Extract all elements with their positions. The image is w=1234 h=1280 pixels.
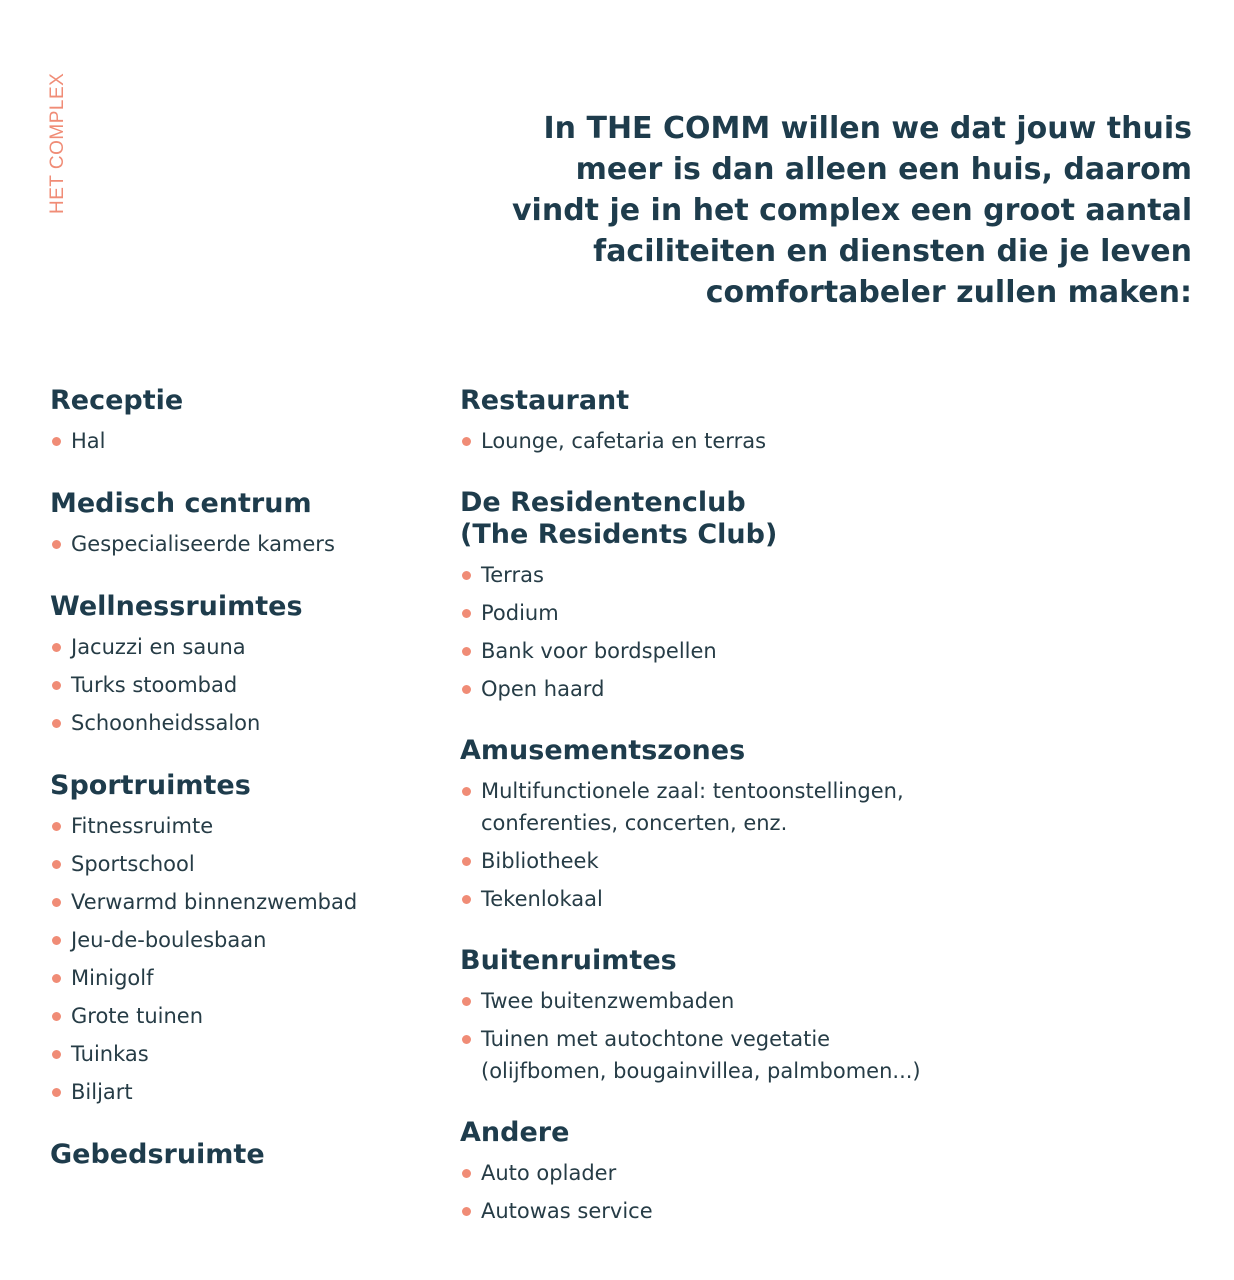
section-heading-line: Amusementszones bbox=[460, 735, 746, 766]
intro-line: meer is dan alleen een huis, daarom bbox=[575, 152, 1192, 187]
facilities-left-column bbox=[50, 385, 430, 1202]
bullet-icon bbox=[52, 822, 61, 831]
list-item bbox=[460, 883, 1020, 915]
section-receptie bbox=[50, 385, 430, 457]
section-medisch-centrum bbox=[50, 488, 430, 560]
section-heading-line: Andere bbox=[460, 1117, 570, 1148]
list-item bbox=[50, 1038, 430, 1070]
list-item-text: Podium bbox=[481, 601, 559, 625]
list-item bbox=[50, 669, 430, 701]
list-item bbox=[50, 631, 430, 663]
bullet-icon bbox=[52, 719, 61, 728]
section-heading-line: De Residentenclub bbox=[460, 487, 746, 518]
list-item-text: Bank voor bordspellen bbox=[481, 639, 717, 663]
list-item bbox=[50, 528, 430, 560]
section-heading-line: Receptie bbox=[50, 385, 184, 416]
list-item-text: Biljart bbox=[71, 1080, 133, 1104]
section-de-residentenclub bbox=[460, 487, 1020, 705]
section-restaurant bbox=[460, 385, 1020, 457]
list-item-text: Auto oplader bbox=[481, 1161, 617, 1185]
intro-line: In THE COMM willen we dat jouw thuis bbox=[543, 111, 1192, 146]
bullet-icon bbox=[52, 681, 61, 690]
section-heading bbox=[50, 770, 430, 802]
section-buitenruimtes bbox=[460, 945, 1020, 1087]
list-item bbox=[460, 1195, 1020, 1227]
facility-list bbox=[50, 810, 430, 1108]
list-item-text: Tekenlokaal bbox=[481, 887, 603, 911]
section-andere bbox=[460, 1117, 1020, 1227]
list-item bbox=[50, 962, 430, 994]
section-heading bbox=[50, 385, 430, 417]
list-item-text: Multifunctionele zaal: tentoonstellingen, bbox=[481, 779, 904, 803]
list-item-text: Hal bbox=[71, 429, 106, 453]
section-heading bbox=[460, 735, 1020, 767]
section-heading bbox=[460, 945, 1020, 977]
list-item-text: Open haard bbox=[481, 677, 605, 701]
section-wellnessruimtes bbox=[50, 591, 430, 739]
list-item-text: conferenties, concerten, enz. bbox=[481, 811, 788, 835]
list-item bbox=[50, 1076, 430, 1108]
facility-list bbox=[50, 425, 430, 457]
section-heading-line: Medisch centrum bbox=[50, 488, 312, 519]
list-item bbox=[460, 597, 1020, 629]
list-item bbox=[460, 425, 1020, 457]
list-item-text: Jeu-de-boulesbaan bbox=[71, 928, 267, 952]
bullet-icon bbox=[462, 571, 471, 580]
list-item-text: Tuinkas bbox=[71, 1042, 149, 1066]
bullet-icon bbox=[462, 609, 471, 618]
list-item bbox=[460, 985, 1020, 1017]
facility-list bbox=[460, 985, 1020, 1087]
section-heading bbox=[50, 1139, 430, 1171]
bullet-icon bbox=[52, 437, 61, 446]
facilities-right-column bbox=[460, 385, 1020, 1257]
intro-text bbox=[512, 108, 1192, 313]
bullet-icon bbox=[52, 860, 61, 869]
bullet-icon bbox=[52, 540, 61, 549]
list-item bbox=[460, 775, 1020, 839]
bullet-icon bbox=[462, 1169, 471, 1178]
list-item-text: Autowas service bbox=[481, 1199, 653, 1223]
section-heading-line: Restaurant bbox=[460, 385, 630, 416]
section-heading bbox=[50, 488, 430, 520]
list-item-text: (olijfbomen, bougainvillea, palmbomen...) bbox=[481, 1059, 921, 1083]
bullet-icon bbox=[52, 1012, 61, 1021]
list-item bbox=[50, 1000, 430, 1032]
section-heading bbox=[50, 591, 430, 623]
bullet-icon bbox=[52, 898, 61, 907]
section-amusementszones bbox=[460, 735, 1020, 915]
list-item-text: Gespecialiseerde kamers bbox=[71, 532, 335, 556]
section-heading bbox=[460, 1117, 1020, 1149]
side-label: HET COMPLEX bbox=[47, 72, 68, 214]
section-heading bbox=[460, 487, 1020, 551]
bullet-icon bbox=[462, 647, 471, 656]
bullet-icon bbox=[462, 1207, 471, 1216]
bullet-icon bbox=[52, 1088, 61, 1097]
bullet-icon bbox=[462, 997, 471, 1006]
bullet-icon bbox=[52, 643, 61, 652]
intro-line: vindt je in het complex een groot aantal bbox=[512, 193, 1193, 228]
bullet-icon bbox=[462, 437, 471, 446]
list-item-text: Sportschool bbox=[71, 852, 195, 876]
section-heading bbox=[460, 385, 1020, 417]
list-item-text: Schoonheidssalon bbox=[71, 711, 261, 735]
list-item-text: Minigolf bbox=[71, 966, 154, 990]
list-item-text: Bibliotheek bbox=[481, 849, 599, 873]
facility-list bbox=[460, 425, 1020, 457]
facility-list bbox=[50, 528, 430, 560]
intro-line: faciliteiten en diensten die je leven bbox=[593, 234, 1192, 269]
list-item-text: Terras bbox=[481, 563, 544, 587]
list-item-text: Tuinen met autochtone vegetatie bbox=[481, 1027, 831, 1051]
section-heading-line: Sportruimtes bbox=[50, 770, 251, 801]
list-item bbox=[460, 845, 1020, 877]
list-item bbox=[50, 924, 430, 956]
list-item bbox=[50, 886, 430, 918]
facility-list bbox=[460, 775, 1020, 915]
section-heading-line: (The Residents Club) bbox=[460, 519, 778, 550]
list-item bbox=[460, 1023, 1020, 1087]
list-item-text: Jacuzzi en sauna bbox=[71, 635, 246, 659]
bullet-icon bbox=[462, 857, 471, 866]
list-item bbox=[50, 848, 430, 880]
bullet-icon bbox=[462, 685, 471, 694]
section-heading-line: Wellnessruimtes bbox=[50, 591, 303, 622]
bullet-icon bbox=[462, 895, 471, 904]
list-item bbox=[50, 810, 430, 842]
list-item-text: Lounge, cafetaria en terras bbox=[481, 429, 767, 453]
facility-list bbox=[460, 559, 1020, 705]
bullet-icon bbox=[52, 974, 61, 983]
facility-list bbox=[50, 631, 430, 739]
bullet-icon bbox=[462, 787, 471, 796]
bullet-icon bbox=[52, 936, 61, 945]
list-item bbox=[460, 635, 1020, 667]
section-sportruimtes bbox=[50, 770, 430, 1108]
section-heading-line: Gebedsruimte bbox=[50, 1139, 265, 1170]
intro-line: comfortabeler zullen maken: bbox=[705, 275, 1192, 310]
list-item bbox=[50, 707, 430, 739]
list-item bbox=[50, 425, 430, 457]
section-gebedsruimte bbox=[50, 1139, 430, 1171]
facility-list bbox=[460, 1157, 1020, 1227]
list-item-text: Twee buitenzwembaden bbox=[481, 989, 735, 1013]
section-heading-line: Buitenruimtes bbox=[460, 945, 677, 976]
list-item bbox=[460, 673, 1020, 705]
list-item-text: Grote tuinen bbox=[71, 1004, 204, 1028]
list-item-text: Verwarmd binnenzwembad bbox=[71, 890, 358, 914]
list-item-text: Fitnessruimte bbox=[71, 814, 214, 838]
bullet-icon bbox=[462, 1035, 471, 1044]
list-item bbox=[460, 559, 1020, 591]
list-item bbox=[460, 1157, 1020, 1189]
bullet-icon bbox=[52, 1050, 61, 1059]
list-item-text: Turks stoombad bbox=[71, 673, 238, 697]
